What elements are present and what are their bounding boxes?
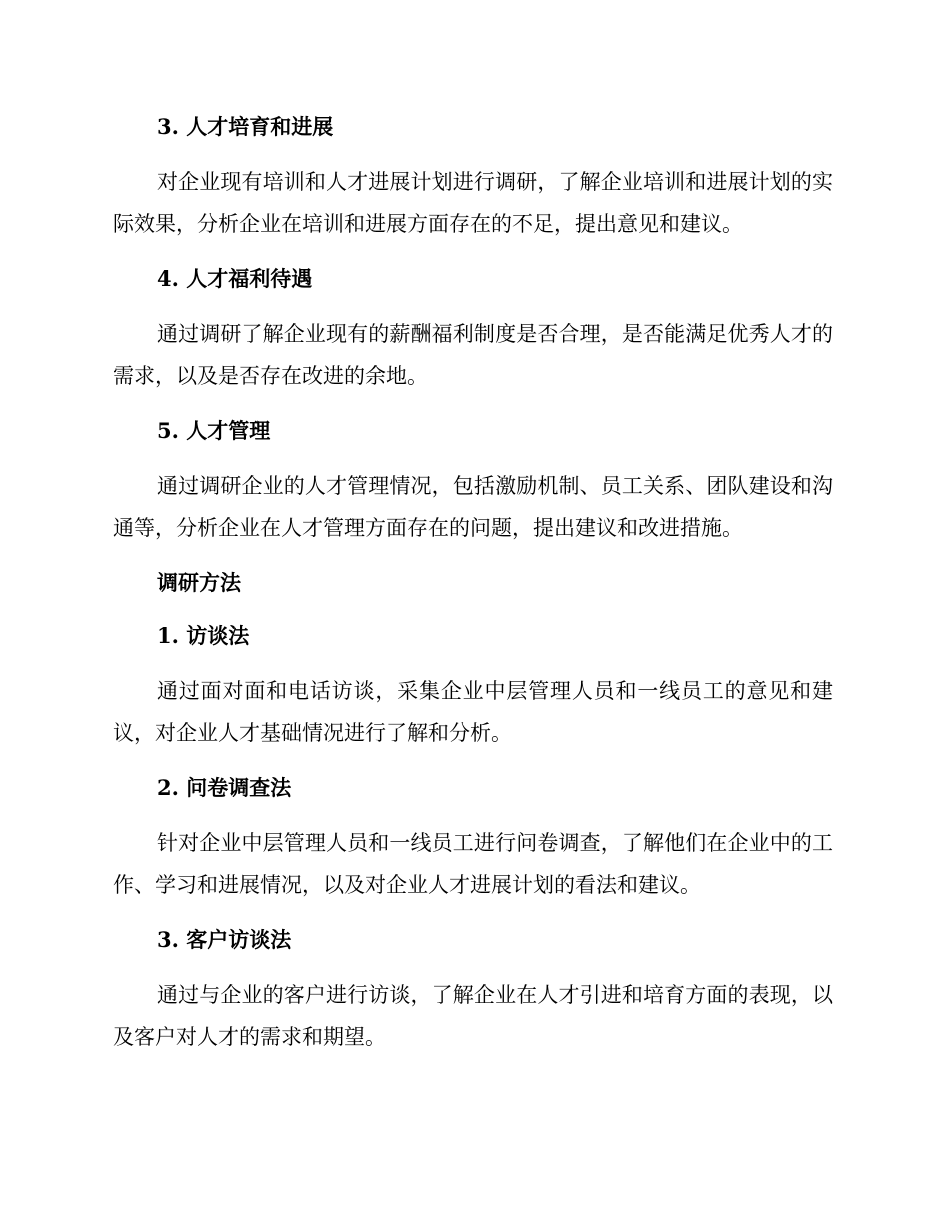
method-paragraph: 通过面对面和电话访谈，采集企业中层管理人员和一线员工的意见和建议，对企业人才基础情况进行了解和分析。 bbox=[113, 679, 833, 745]
method-heading: 2. 问卷调查法 bbox=[157, 775, 292, 800]
section-heading: 4. 人才福利待遇 bbox=[157, 266, 313, 291]
section-paragraph: 通过调研企业的人才管理情况，包括激励机制、员工关系、团队建设和沟通等，分析企业在人才管理方面存在的问题，提出建议和改进措施。 bbox=[113, 474, 833, 540]
methods-heading: 调研方法 bbox=[157, 570, 241, 595]
section-paragraph: 对企业现有培训和人才进展计划进行调研，了解企业培训和进展计划的实际效果，分析企业在培训和进展方面存在的不足，提出意见和建议。 bbox=[113, 170, 833, 236]
section-heading: 3. 人才培育和进展 bbox=[157, 114, 334, 139]
section-heading: 5. 人才管理 bbox=[157, 418, 271, 443]
method-paragraph: 针对企业中层管理人员和一线员工进行问卷调查，了解他们在企业中的工作、学习和进展情况，以及对企业人才进展计划的看法和建议。 bbox=[113, 831, 833, 897]
section-paragraph: 通过调研了解企业现有的薪酬福利制度是否合理，是否能满足优秀人才的需求，以及是否存在改进的余地。 bbox=[113, 322, 833, 388]
method-heading: 3. 客户访谈法 bbox=[157, 927, 292, 952]
method-paragraph: 通过与企业的客户进行访谈，了解企业在人才引进和培育方面的表现，以及客户对人才的需求和期望。 bbox=[113, 983, 833, 1049]
method-heading: 1. 访谈法 bbox=[157, 623, 250, 648]
